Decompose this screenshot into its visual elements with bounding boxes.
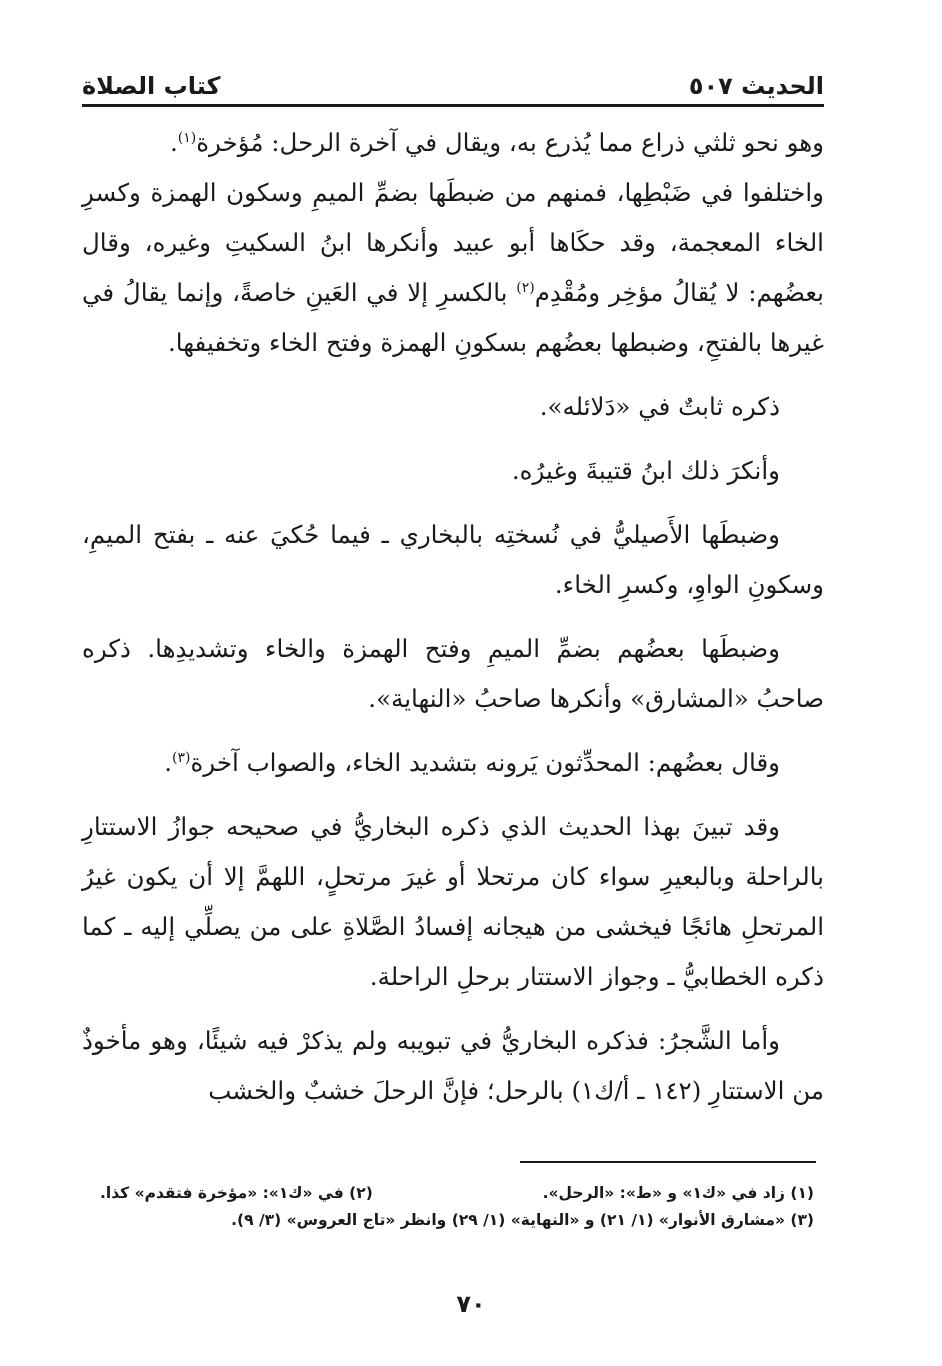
main-text (82, 118, 824, 1130)
paragraph-8: وأما الشَّجرُ: فذكره البخاريُّ في تبويبه ولم يذكرْ فيه شيئًا، وهو مأخوذٌ من الاستتارِ (١٤٢ ـ أ/ك١) بالرحل؛ فإنَّ الرحلَ خشبٌ والخشب (82, 1026, 824, 1105)
header-book-title: كتاب الصلاة (82, 72, 221, 100)
footnote-divider (520, 1161, 816, 1163)
running-header (82, 60, 824, 107)
paragraph-4: وضبطَها الأَصيليُّ في نُسختِه بالبخاري ـ فيما حُكيَ عنه ـ بفتح الميمِ، وسكونِ الواوِ، وكسرِ الخاء. (82, 520, 824, 599)
paragraph-7: وقد تبينَ بهذا الحديث الذي ذكره البخاريُّ في صحيحه جوازُ الاستتارِ بالراحلة وبالبعيرِ سواء كان مرتحلا أو غيرَ مرتحلٍ، اللهمَّ إلا أن يكون غيرُ المرتحلِ هائجًا فيخشى من هيجانه إفسادُ الصَّلاةِ على من يصلِّي إليه ـ كما ذكره الخطابيُّ ـ وجواز الاستتار برحلِ الراحلة. (82, 812, 824, 991)
footnote-ref-1: (١) (177, 129, 197, 146)
paragraph-6: وقال بعضُهم: المحدِّثون يَرونه بتشديد الخاء، والصواب آخرة$^{(٣)}$. (164, 748, 780, 777)
paragraph-3: وأنكرَ ذلك ابنُ قتيبةَ وغيرُه. (511, 456, 780, 485)
footnote-ref-2: (٢) (516, 279, 535, 296)
paragraph-2: ذكره ثابتٌ في «دَلائله». (539, 392, 780, 421)
footnote-3: (٣) «مشارق الأنوار» (١/ ٢١) و «النهاية» (١/ ٢٩) وانظر «تاج العروس» (٣/ ٩). (231, 1211, 814, 1229)
footnote-ref-3: (٣) (172, 749, 191, 766)
paragraph-5: وضبطَها بعضُهم بضمِّ الميمِ وفتح الهمزة والخاء وتشديدِها. ذكره صاحبُ «المشارق» وأنكرها صاحبُ «النهاية». (82, 634, 824, 713)
footnote-2: (٢) في «ك١»: «مؤخرة فتقدم» كذا. (100, 1184, 373, 1202)
footnote-row (100, 1180, 814, 1207)
footnote-1: (١) زاد في «ك١» و «ط»: «الرحل». (542, 1184, 814, 1202)
header-hadith-number: الحديث ٥٠٧ (688, 72, 824, 100)
page-number: ٧٠ (456, 1290, 486, 1318)
paragraph-1: وهو نحو ثلثي ذراع مما يُذرع به، ويقال في آخرة الرحل: مُؤخرة$^{(١)}$. واختلفوا في ضَبْطِها، فمنهم من ضبطَها بضمِّ الميمِ وسكون الهمزة وكسرِ الخاء المعجمة، وقد حكَاها أبو عبيد وأنكرها ابنُ السكيتِ وغيره، وقال بعضُهم: لا يُقالُ مؤخِر ومُقْدِم$^{(٢)}$ بالكسرِ إلا في العَينِ خاصةً، وإنما يقالُ في غيرها بالفتحِ، وضبطها بعضُهم بسكونِ الهمزة وفتح الخاء وتخفيفها. (82, 128, 824, 357)
footnotes (100, 1180, 814, 1234)
